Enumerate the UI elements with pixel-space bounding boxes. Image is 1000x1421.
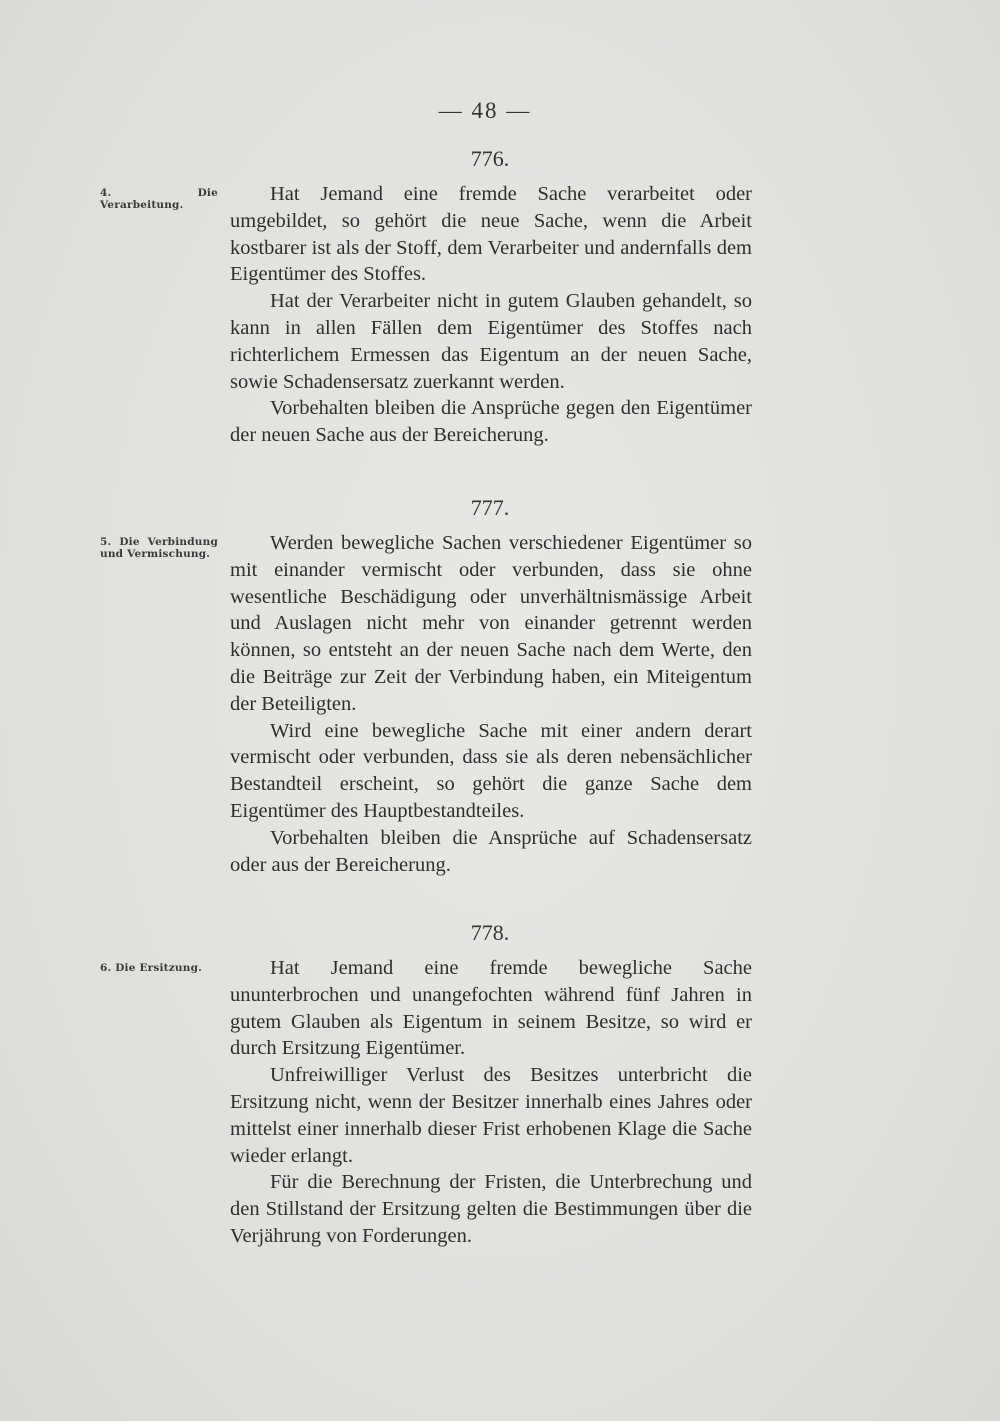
- article-number: 778.: [470, 920, 510, 945]
- paragraph: Wird eine bewegliche Sache mit einer andern derart vermischt oder verbunden, dass sie als deren nebensächlicher Bestandteil erscheint, so gehört die ganze Sache dem Eigentümer des Hauptbestandteiles.: [230, 719, 752, 822]
- margin-note: 5. Die Verbindung und Vermischung.: [100, 536, 218, 560]
- paragraph: Werden bewegliche Sachen verschiedener Eigentümer so mit einander vermischt oder verbunden, dass sie ohne wesentliche Beschädigung oder unverhältnismässige Arbeit und Auslagen nicht mehr von einander getrennt werden können, so entsteht an der neuen Sache nach dem Werte, den die Beiträge zur Zeit der Verbindung haben, ein Miteigentum der Beteiligten.: [230, 532, 752, 715]
- article-body: [230, 955, 752, 1250]
- page-number: — 48 —: [438, 98, 532, 123]
- margin-note: 4. Die Verarbeitung.: [100, 187, 218, 211]
- article-body: [230, 530, 752, 878]
- paragraph: Hat Jemand eine fremde Sache verarbeitet oder umgebildet, so gehört die neue Sache, wenn die Arbeit kostbarer ist als der Stoff, dem Verarbeiter und andernfalls dem Eigentümer des Stoffes.: [230, 183, 752, 286]
- article-number: 776.: [470, 146, 510, 171]
- paragraph: Vorbehalten bleiben die Ansprüche auf Schadensersatz oder aus der Bereicherung.: [230, 826, 752, 876]
- paragraph: Hat Jemand eine fremde bewegliche Sache ununterbrochen und unangefochten während fünf Jahren in gutem Glauben als Eigentum in seinem Besitze, so wird er durch Ersitzung Eigentümer.: [230, 957, 752, 1060]
- paragraph: Hat der Verarbeiter nicht in gutem Glauben gehandelt, so kann in allen Fällen dem Eigentümer des Stoffes nach richterlichem Ermessen das Eigentum an der neuen Sache, sowie Schadensersatz zuerkannt werden.: [230, 290, 752, 393]
- margin-note: 6. Die Ersitzung.: [100, 962, 202, 974]
- paragraph: Unfreiwilliger Verlust des Besitzes unterbricht die Ersitzung nicht, wenn der Besitzer innerhalb eines Jahres oder mittelst einer innerhalb dieser Frist erhobenen Klage die Sache wieder erlangt.: [230, 1064, 752, 1167]
- article-number: 777.: [470, 495, 510, 520]
- paragraph: Vorbehalten bleiben die Ansprüche gegen den Eigentümer der neuen Sache aus der Bereicherung.: [230, 397, 752, 447]
- article-body: [230, 181, 752, 449]
- paragraph: Für die Berechnung der Fristen, die Unterbrechung und den Stillstand der Ersitzung gelten die Bestimmungen über die Verjährung von Forderungen.: [230, 1171, 752, 1247]
